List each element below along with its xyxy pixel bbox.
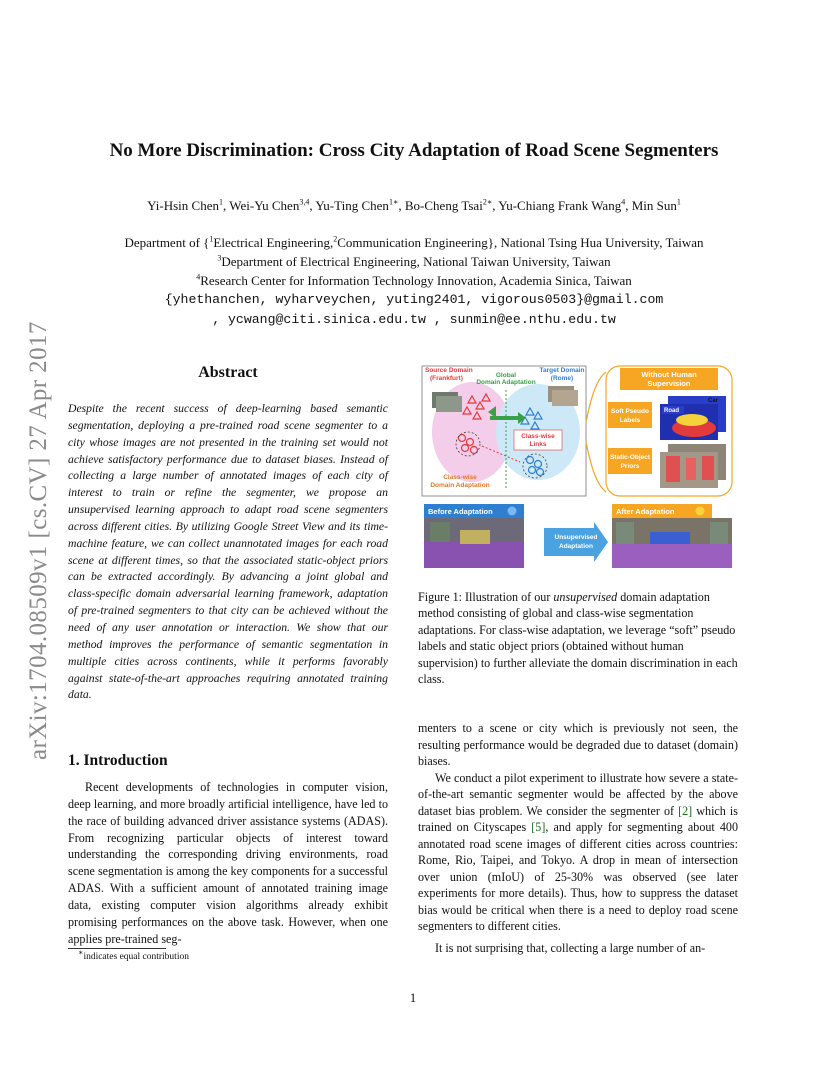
right-column-text [418,720,738,956]
author-mark: 4 [621,197,626,207]
arxiv-stamp: arXiv:1704.08509v1 [cs.CV] 27 Apr 2017 [25,321,52,760]
author: Yu-Chiang Frank Wang [498,198,622,213]
global-label: Domain Adaptation [476,379,536,386]
paragraph [418,770,738,935]
happy-face-icon [696,507,705,516]
affiliation-mark: 2 [333,234,338,244]
affiliation-text: Research Center for Information Technology Innovation, Academia Sinica, Taiwan [200,273,632,288]
target-city-label: (Rome) [550,375,574,382]
road-heat-mid [676,414,708,426]
caption-prefix: Figure 1: Illustration of our [418,590,554,604]
author: Yu-Ting Chen [315,198,389,213]
source-domain-label: Source Domain [425,367,473,374]
connector-curve [586,442,606,492]
author: Min Sun [631,198,677,213]
footnote-mark: ∗ [78,947,84,957]
affiliation-dept: Communication Engineering}, National Tsing Hua University, Taiwan [337,235,704,250]
class-wise-da-label: Class-wise [443,474,477,481]
after-adaptation-label: After Adaptation [616,507,675,516]
footnote [78,947,189,962]
caption-text: domain adaptation method consisting of global and class-wise segmentation adaptations. For class-wise adaptation, we leverage “soft” pseudo labels and static object priors (obtained without human supervision) to further alleviate the domain discrimination in each class. [418,590,738,687]
paragraph: It is not surprising that, collecting a large number of an- [435,940,706,955]
paragraph-text: which is trained on Cityscapes [418,803,738,834]
email-line-2[interactable]: , ycwang@citi.sinica.edu.tw , sunmin@ee.nthu.edu.tw [212,312,616,327]
class-wise-da-label: Domain Adaptation [430,482,490,489]
static-object-box [608,448,652,474]
unsupervised-label: Adaptation [559,543,593,550]
after-segmentation-road [612,544,732,568]
before-segmentation-road [424,542,524,568]
introduction-text: Recent developments of technologies in computer vision, deep learning, and more broadly artificial intelligence, have led to the race of building advanced driver assistance systems (ADAS). From recognizing particular objects of interest toward understanding the corresponding driving environments, road scene segmentation is among the key components for a successful ADAS. With a sufficient amount of annotated training image data, existing computer vision algorithms already exhibit promising performances on the above task. However, when one applies pre-trained seg- [68,780,388,946]
affiliation-mark: 1 [209,234,214,244]
citation-link[interactable]: [5] [531,820,546,834]
author-mark: 3,4 [299,197,310,207]
paragraph: menters to a scene or city which is previously not seen, the resulting performance would be degraded due to dataset (domain) biases. [418,721,738,768]
source-image-thumb [436,396,462,412]
before-segmentation-object [460,530,490,544]
paper-title: No More Discrimination: Cross City Adaptation of Road Scene Segmenters [109,140,719,161]
soft-pseudo-box [608,402,652,428]
affiliation-mark: 3 [217,253,222,263]
affiliation-dept: Electrical Engineering, [213,235,334,250]
author-mark: 1 [676,197,681,207]
before-segmentation-building [430,522,450,542]
abstract-heading: Abstract [198,364,258,381]
after-segmentation-building [616,522,634,544]
static-object-label: Priors [620,463,640,470]
paragraph-text: We conduct a pilot experiment to illustrate how severe a state-of-the-art semantic segmenter would be affected by the above dataset bias problem. We consider the segmenter of [418,770,738,818]
source-city-label: (Frankfurt) [430,375,463,382]
author-mark: 2∗ [482,197,493,207]
without-human-label: Without Human [641,370,697,379]
page-number: 1 [409,990,417,1005]
affiliation-text: Department of Electrical Engineering, National Taiwan University, Taiwan [221,254,611,269]
figure-1-caption [418,589,738,687]
after-segmentation-building [710,522,728,544]
class-wise-links-label: Links [529,441,547,448]
unsupervised-adaptation-arrow [544,522,608,562]
affiliation-mark: 4 [196,272,201,282]
affiliation-line-2 [40,254,788,270]
section-heading-introduction: 1. Introduction [68,752,168,769]
author-mark: 1∗ [388,197,399,207]
static-prior-mask [666,456,680,482]
without-human-label: Supervision [647,379,691,388]
affiliation-prefix: Department of { [124,235,210,250]
paragraph-text: , and apply for segmenting about 400 annotated road scene images of different cities across countries: Rome, Rio, Taipei, and Tokyo. A drop in mean of intersection over union (mIoU) of 25-30% was observed (see later experiments for more details). Thus, how to suppress the dataset bias would be critical when there is a need to deploy road scene segmenters to different cities. [418,820,738,933]
caption-emphasis: unsupervised [553,590,618,604]
figure-1-illustration [420,362,736,572]
email-line-1[interactable]: {yhethanchen, wyharveychen, yuting2401, vigorous0503}@gmail.com [164,292,664,307]
global-label: Global [495,372,517,379]
road-label: Road [664,408,679,414]
target-domain-label: Target Domain [539,367,585,374]
connector-curve [586,372,606,422]
soft-pseudo-label: Soft Pseudo [611,408,649,415]
target-image-thumb [552,390,578,406]
unsupervised-label: Unsupervised [554,534,598,541]
soft-pseudo-label: Labels [619,417,641,424]
footnote-text: indicates equal contribution [83,952,189,962]
author: Bo-Cheng Tsai [404,198,483,213]
static-object-label: Static-Object [609,454,651,461]
author: Wei-Yu Chen [229,198,300,213]
abstract-text: Despite the recent success of deep-learning based semantic segmentation, deploying a pre-trained road scene segmenter to a city whose images are not presented in the training set would not achieve satisfactory performance due to dataset biases. Instead of collecting a large number of annotated images of each city of interest to train or refine the segmenter, we propose an unsupervised learning approach to adapt road scene segmenters across different cities. By utilizing Google Street View and its time-machine feature, we can collect unannotated images for each road scene at different times, so that the associated static-object priors can be extracted accordingly. By advancing a joint global and class-specific domain adversarial learning framework, adaptation of pre-trained segmenters to that city can be achieved without the need of any user annotation or interaction. We show that our method improves the performance of semantic segmentation in multiple cities across continents, while it performs favorably against state-of-the-art approaches requiring annotated training data. [68,402,388,702]
static-prior-mask [686,458,696,480]
class-wise-links-label: Class-wise [521,433,555,440]
author-mark: 1 [218,197,223,207]
sad-face-icon [508,507,517,516]
before-adaptation-label: Before Adaptation [428,507,493,516]
author-list: Yi-Hsin Chen$^1$, Wei-Yu Chen$^{3,4}$, Yu-Ting Chen$^{1∗}$, Bo-Cheng Tsai$^{2∗}$, Yu-Chiang Frank Wang$^4$, Min Sun$^1$ [147,197,681,213]
static-prior-mask [702,456,714,480]
affiliation-line-3 [40,273,788,289]
citation-link[interactable]: [2] [678,803,693,818]
author: Yi-Hsin Chen [147,198,219,213]
affiliation-line-1 [40,235,788,251]
car-label: Car [708,398,719,404]
after-segmentation-car [650,532,690,544]
